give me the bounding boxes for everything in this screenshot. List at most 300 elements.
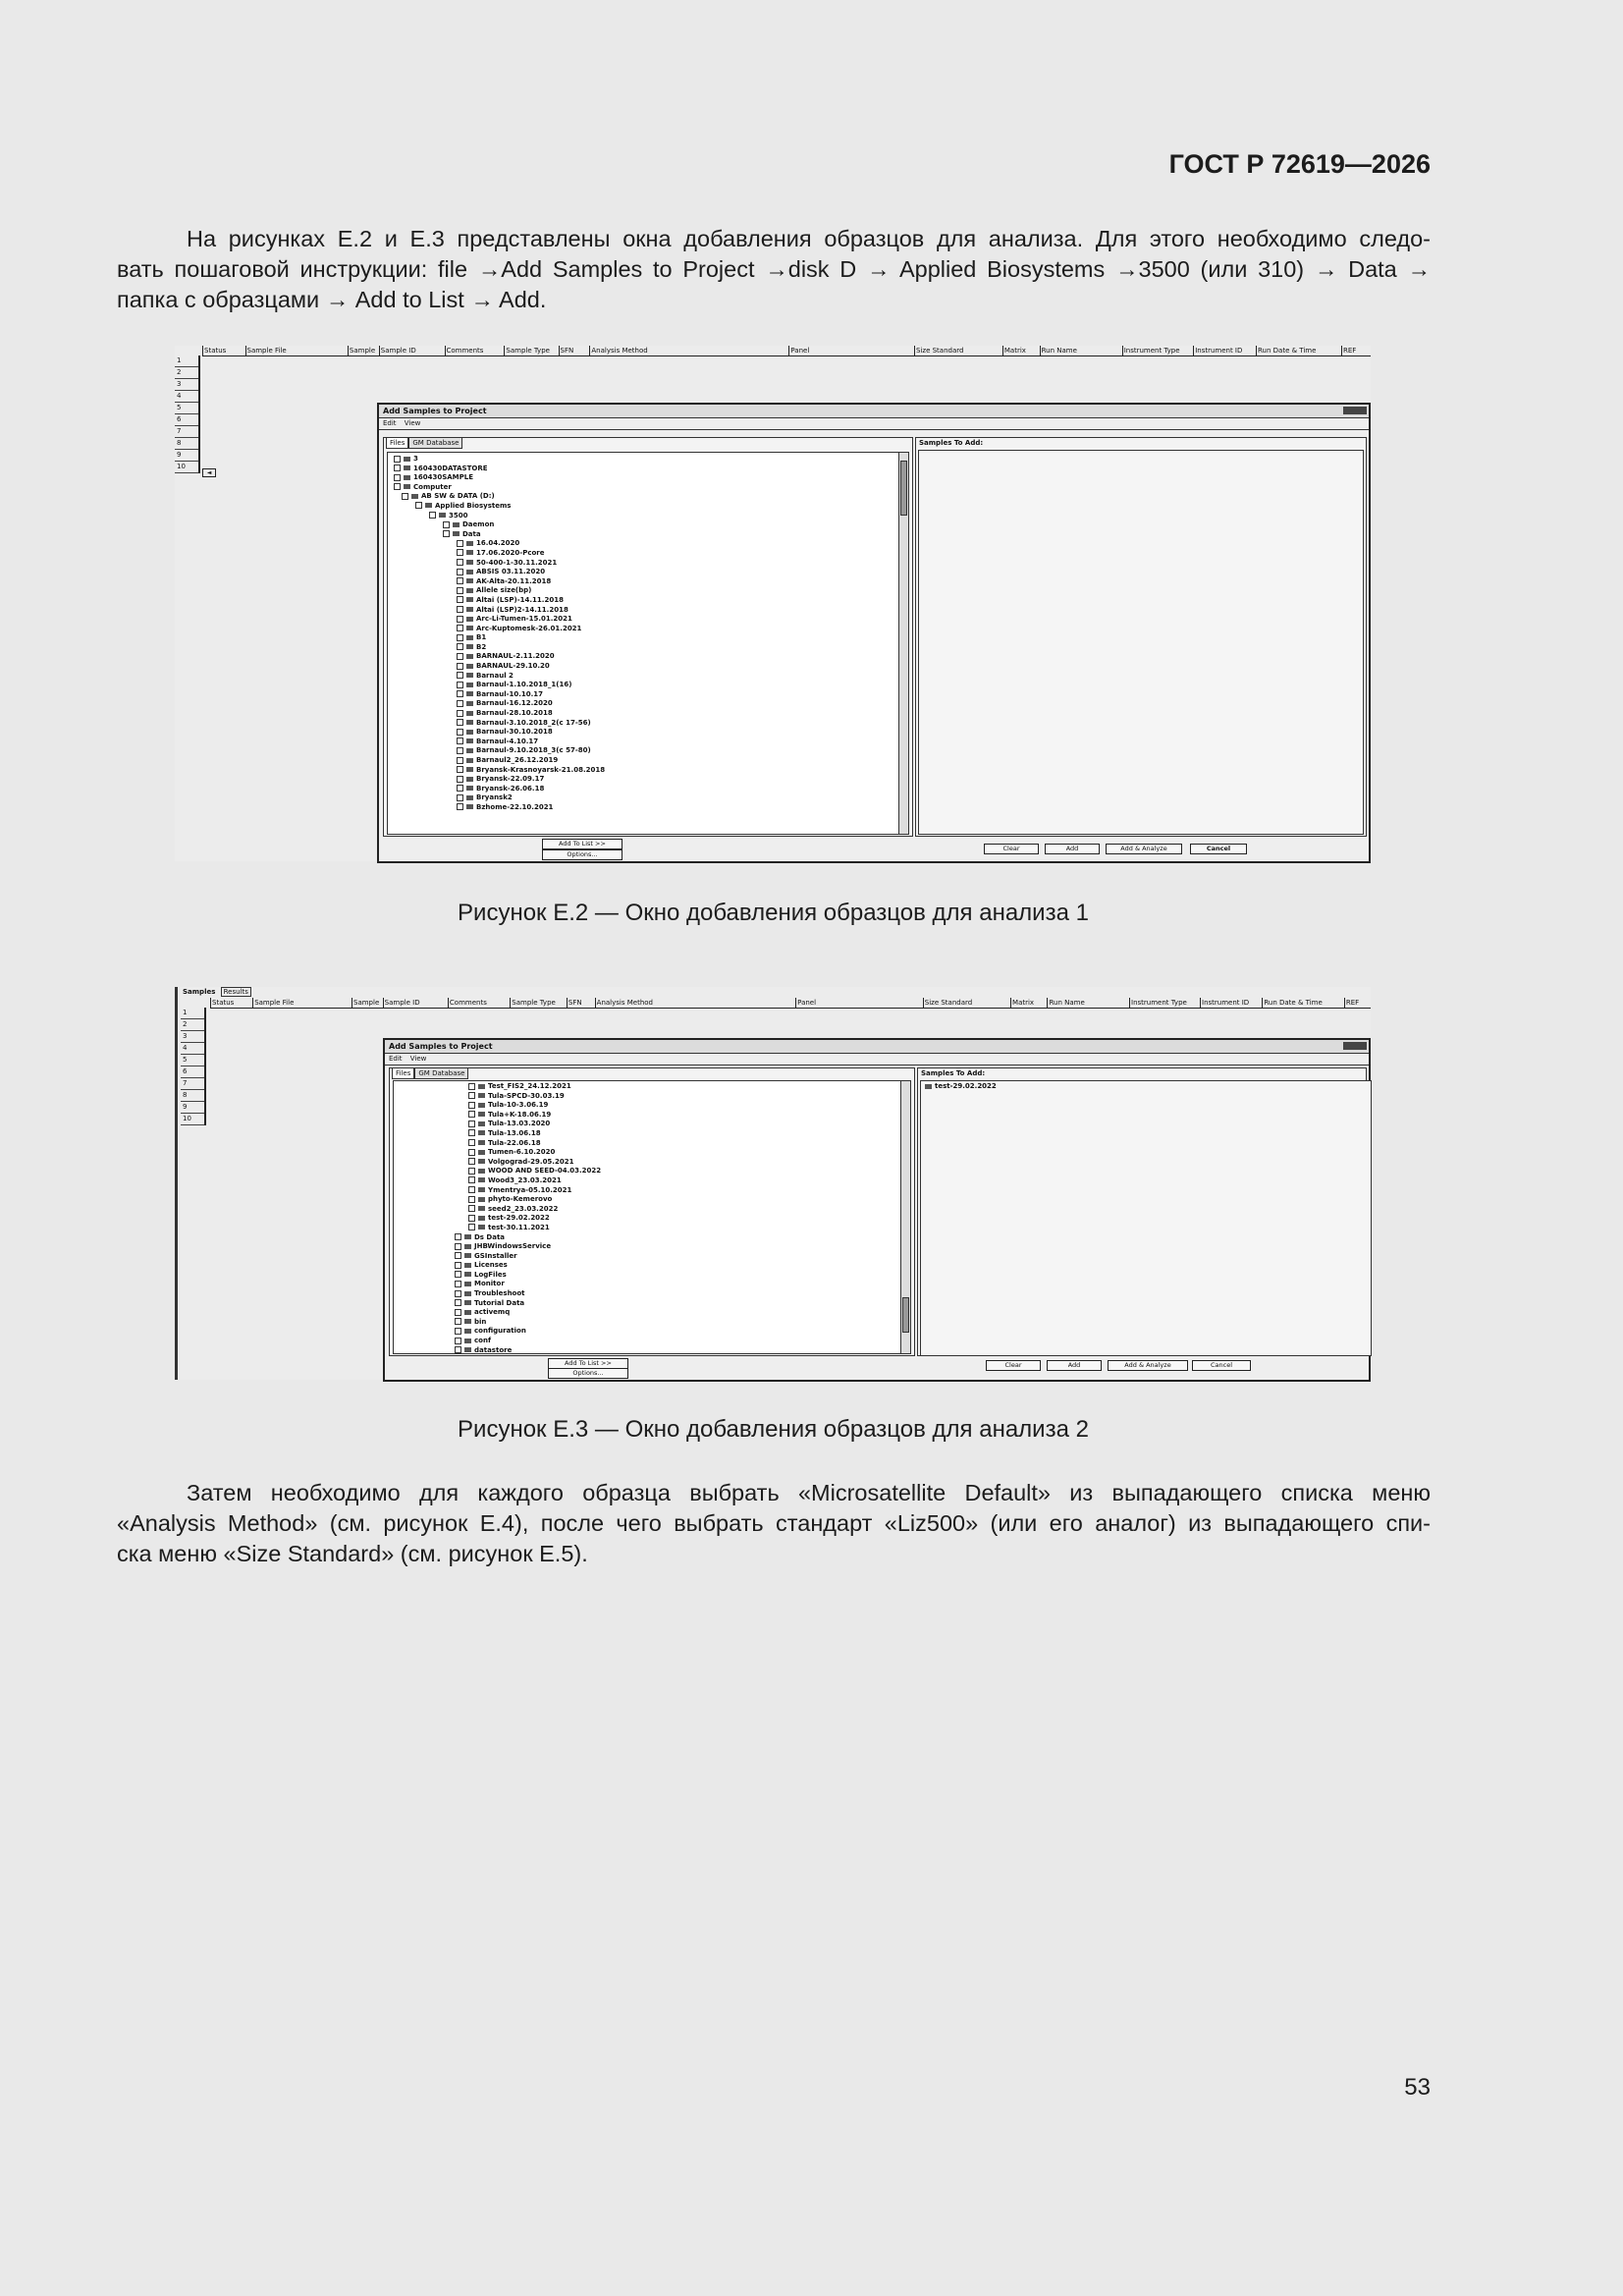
expand-toggle-icon[interactable] <box>457 785 463 792</box>
expand-toggle-icon[interactable] <box>394 465 401 471</box>
expand-toggle-icon[interactable] <box>468 1176 475 1183</box>
expand-toggle-icon[interactable] <box>455 1233 461 1240</box>
tree-item-label: Data <box>462 529 481 538</box>
expand-toggle-icon[interactable] <box>455 1318 461 1325</box>
file-tree[interactable] <box>387 452 909 835</box>
menu-edit[interactable]: Edit <box>383 419 397 427</box>
expand-toggle-icon[interactable] <box>394 483 401 490</box>
tree-item-label: test-29.02.2022 <box>488 1214 550 1223</box>
folder-icon <box>464 1300 471 1305</box>
expand-toggle-icon[interactable] <box>468 1196 475 1203</box>
tree-folder-item[interactable] <box>388 577 908 587</box>
expand-toggle-icon[interactable] <box>457 738 463 744</box>
tree-folder-item[interactable] <box>388 520 908 530</box>
folder-icon <box>478 1103 485 1108</box>
tree-item-label: Altai (LSP)-14.11.2018 <box>476 595 564 604</box>
grid-scroll-arrow[interactable]: ◄ <box>202 468 216 477</box>
tree-item-label: test-30.11.2021 <box>488 1223 550 1231</box>
tree-folder-item[interactable] <box>388 625 908 634</box>
expand-toggle-icon[interactable] <box>468 1092 475 1099</box>
add-and-analyze-button[interactable]: Add & Analyze <box>1106 844 1182 854</box>
expand-toggle-icon[interactable] <box>415 502 422 509</box>
figure-e3-caption: Рисунок Е.3 — Окно добавления образцов для анализа 2 <box>458 1416 1089 1443</box>
tree-folder-item[interactable] <box>388 549 908 559</box>
tree-folder-item[interactable] <box>394 1186 910 1196</box>
tree-item-label: Test_FIS2_24.12.2021 <box>488 1082 571 1090</box>
expand-toggle-icon[interactable] <box>457 634 463 641</box>
tree-folder-item[interactable] <box>388 719 908 729</box>
folder-icon <box>478 1177 485 1182</box>
tree-folder-item[interactable] <box>394 1111 910 1121</box>
expand-toggle-icon[interactable] <box>457 587 463 594</box>
expand-toggle-icon[interactable] <box>457 596 463 603</box>
folder-icon <box>466 786 473 791</box>
expand-toggle-icon[interactable] <box>394 456 401 463</box>
column-header[interactable]: Instrument Type <box>1122 346 1194 355</box>
tree-folder-item[interactable] <box>388 606 908 616</box>
expand-toggle-icon[interactable] <box>455 1338 461 1344</box>
tree-item-label: Ds Data <box>474 1232 506 1241</box>
expand-toggle-icon[interactable] <box>457 682 463 688</box>
expand-toggle-icon[interactable] <box>455 1346 461 1353</box>
folder-icon <box>464 1263 471 1268</box>
file-tree[interactable] <box>393 1080 911 1354</box>
tree-folder-item[interactable] <box>394 1148 910 1158</box>
column-header[interactable]: Sample Type <box>504 346 558 355</box>
tree-folder-item[interactable] <box>388 615 908 625</box>
expand-toggle-icon[interactable] <box>457 569 463 575</box>
folder-icon <box>478 1150 485 1155</box>
dialog-title: Add Samples to Project <box>385 1040 1369 1054</box>
folder-icon <box>466 560 473 565</box>
tree-folder-item[interactable] <box>388 568 908 577</box>
tree-folder-item[interactable] <box>388 473 908 483</box>
folder-icon <box>466 795 473 800</box>
column-header[interactable]: Sample ID <box>383 998 448 1008</box>
tree-folder-item[interactable] <box>394 1092 910 1102</box>
figure-e2-caption: Рисунок Е.2 — Окно добавления образцов для анализа 1 <box>458 900 1089 926</box>
tab-files[interactable]: Files <box>392 1067 414 1079</box>
column-header[interactable]: Run Name <box>1047 998 1129 1008</box>
tree-folder-item[interactable] <box>394 1327 910 1337</box>
tree-item-label: Volgograd-29.05.2021 <box>488 1157 574 1166</box>
row-number: 2 <box>175 367 198 379</box>
tab-gm-database[interactable]: GM Database <box>408 437 462 449</box>
tree-folder-item[interactable] <box>388 766 908 776</box>
column-header[interactable]: Instrument ID <box>1200 998 1262 1008</box>
expand-toggle-icon[interactable] <box>468 1149 475 1156</box>
expand-toggle-icon[interactable] <box>457 540 463 547</box>
folder-icon <box>466 730 473 735</box>
options-button[interactable]: Options... <box>542 849 622 860</box>
figure-e2-screenshot <box>175 346 1371 861</box>
clear-button[interactable]: Clear <box>986 1360 1041 1371</box>
folder-icon <box>478 1187 485 1192</box>
column-header[interactable]: Status <box>210 998 252 1008</box>
sample-grid-row-numbers <box>175 355 200 473</box>
column-header[interactable]: Sample Type <box>510 998 567 1008</box>
folder-icon <box>464 1310 471 1315</box>
expand-toggle-icon[interactable] <box>455 1281 461 1287</box>
folder-icon <box>466 578 473 583</box>
column-header[interactable]: Comments <box>445 346 505 355</box>
tree-folder-item[interactable] <box>388 559 908 569</box>
standard-number: ГОСТ Р 72619—2026 <box>1168 149 1431 179</box>
folder-icon <box>466 767 473 772</box>
menu-view[interactable]: View <box>409 1055 427 1063</box>
expand-toggle-icon[interactable] <box>457 653 463 660</box>
tree-folder-item[interactable] <box>388 586 908 596</box>
expand-toggle-icon[interactable] <box>455 1243 461 1250</box>
expand-toggle-icon[interactable] <box>443 521 450 528</box>
tree-folder-item[interactable] <box>388 709 908 719</box>
folder-icon <box>464 1234 471 1239</box>
clear-button[interactable]: Clear <box>984 844 1039 854</box>
column-header[interactable]: Size Standard <box>923 998 1010 1008</box>
tree-folder-item[interactable] <box>394 1120 910 1129</box>
tree-folder-item[interactable] <box>394 1242 910 1252</box>
column-header[interactable]: REF <box>1341 346 1371 355</box>
expand-toggle-icon[interactable] <box>468 1205 475 1212</box>
column-header[interactable]: Sample File <box>245 346 348 355</box>
add-button[interactable]: Add <box>1047 1360 1102 1371</box>
tree-item-label: Barnaul-30.10.2018 <box>476 728 553 737</box>
expand-toggle-icon[interactable] <box>468 1215 475 1222</box>
tree-folder-item[interactable] <box>388 681 908 690</box>
outro-line-3: ска меню «Size Standard» (см. рисунок Е.5). <box>117 1541 588 1566</box>
tree-item-label: Barnaul-28.10.2018 <box>476 709 553 718</box>
expand-toggle-icon[interactable] <box>457 729 463 736</box>
tree-folder-item[interactable] <box>388 530 908 540</box>
expand-toggle-icon[interactable] <box>402 493 408 500</box>
expand-toggle-icon[interactable] <box>457 719 463 726</box>
expand-toggle-icon[interactable] <box>468 1083 475 1090</box>
tree-folder-item[interactable] <box>388 502 908 512</box>
expand-toggle-icon[interactable] <box>457 663 463 670</box>
tree-folder-item[interactable] <box>388 803 908 813</box>
tree-folder-item[interactable] <box>388 652 908 662</box>
figure-e3-screenshot <box>175 987 1371 1380</box>
folder-icon <box>404 475 410 480</box>
tree-folder-item[interactable] <box>388 690 908 700</box>
folder-icon <box>453 522 460 527</box>
column-header[interactable]: Comments <box>448 998 510 1008</box>
outro-line-2: «Analysis Method» (см. рисунок Е.4), после чего выбрать стандарт «Liz500» (или его аналог) из выпадающего спи- <box>117 1510 1431 1536</box>
column-header[interactable]: Panel <box>795 998 923 1008</box>
tree-item-label: B1 <box>476 633 487 642</box>
tree-item-label: Tula-13.03.2020 <box>488 1120 551 1128</box>
tree-folder-item[interactable] <box>388 512 908 521</box>
expand-toggle-icon[interactable] <box>443 530 450 537</box>
tree-item-label: ABSIS 03.11.2020 <box>476 568 546 576</box>
expand-toggle-icon[interactable] <box>457 803 463 810</box>
tree-folder-item[interactable] <box>388 465 908 474</box>
row-number: 6 <box>175 414 198 426</box>
tree-scrollbar[interactable] <box>900 1081 910 1353</box>
tree-folder-item[interactable] <box>388 539 908 549</box>
tree-item-label: Tula+K-18.06.19 <box>488 1110 552 1119</box>
tree-folder-item[interactable] <box>394 1101 910 1111</box>
column-header[interactable]: Sample <box>348 346 379 355</box>
tree-folder-item[interactable] <box>388 746 908 756</box>
close-icon[interactable] <box>1343 1042 1367 1050</box>
tree-folder-item[interactable] <box>388 756 908 766</box>
close-icon[interactable] <box>1343 407 1367 414</box>
samples-to-add-pane <box>917 1067 1367 1356</box>
expand-toggle-icon[interactable] <box>455 1271 461 1278</box>
tree-folder-item[interactable] <box>388 785 908 794</box>
tree-folder-item[interactable] <box>394 1261 910 1271</box>
column-header[interactable]: Run Date & Time <box>1256 346 1341 355</box>
tab-results[interactable]: Results <box>221 987 251 997</box>
folder-icon <box>464 1329 471 1334</box>
column-header[interactable]: SFN <box>567 998 595 1008</box>
folder-icon <box>464 1347 471 1352</box>
expand-toggle-icon[interactable] <box>457 606 463 613</box>
tree-item-label: conf <box>474 1337 491 1345</box>
folder-icon <box>464 1291 471 1296</box>
tree-item-label: phyto-Kemerovo <box>488 1195 553 1204</box>
expand-toggle-icon[interactable] <box>468 1121 475 1127</box>
samples-to-add-label: Samples To Add: <box>921 1069 986 1077</box>
folder-icon <box>466 550 473 555</box>
expand-toggle-icon[interactable] <box>457 766 463 773</box>
row-number: 4 <box>175 391 198 403</box>
expand-toggle-icon[interactable] <box>429 512 436 519</box>
expand-toggle-icon[interactable] <box>457 776 463 783</box>
expand-toggle-icon[interactable] <box>468 1224 475 1230</box>
expand-toggle-icon[interactable] <box>455 1252 461 1259</box>
folder-icon <box>466 720 473 725</box>
tree-folder-item[interactable] <box>388 483 908 493</box>
folder-icon <box>466 673 473 678</box>
tree-folder-item[interactable] <box>394 1271 910 1281</box>
folder-icon <box>925 1084 932 1089</box>
tab-gm-database[interactable]: GM Database <box>414 1067 468 1079</box>
row-number: 8 <box>181 1090 204 1102</box>
tree-item-label: activemq <box>474 1308 511 1317</box>
tree-item-label: AK-Alta-20.11.2018 <box>476 576 552 585</box>
tab-files[interactable]: Files <box>386 437 408 449</box>
expand-toggle-icon[interactable] <box>455 1262 461 1269</box>
tree-item-label: Barnaul2_26.12.2019 <box>476 756 559 764</box>
tree-folder-item[interactable] <box>394 1082 910 1092</box>
expand-toggle-icon[interactable] <box>457 625 463 631</box>
tree-item-label: Monitor <box>474 1280 505 1288</box>
expand-toggle-icon[interactable] <box>455 1309 461 1316</box>
column-header[interactable]: Panel <box>788 346 914 355</box>
expand-toggle-icon[interactable] <box>457 616 463 623</box>
expand-toggle-icon[interactable] <box>468 1111 475 1118</box>
add-to-list-button[interactable]: Add To List >> <box>542 839 622 849</box>
outro-paragraph <box>117 1478 1431 1569</box>
expand-toggle-icon[interactable] <box>457 577 463 584</box>
row-number: 3 <box>175 379 198 391</box>
tree-scrollbar[interactable] <box>898 453 908 834</box>
row-number: 5 <box>175 403 198 414</box>
tree-item-label: 3 <box>413 455 418 463</box>
tree-folder-item[interactable] <box>394 1308 910 1318</box>
column-header[interactable]: Sample File <box>252 998 352 1008</box>
column-header[interactable]: Matrix <box>1002 346 1040 355</box>
row-number: 6 <box>181 1066 204 1078</box>
folder-icon <box>466 607 473 612</box>
expand-toggle-icon[interactable] <box>457 559 463 566</box>
tree-folder-item[interactable] <box>388 492 908 502</box>
tree-folder-item[interactable] <box>388 728 908 738</box>
tree-item-label: Applied Biosystems <box>435 501 512 510</box>
expand-toggle-icon[interactable] <box>457 747 463 754</box>
column-header[interactable]: Analysis Method <box>589 346 788 355</box>
tree-folder-item[interactable] <box>394 1214 910 1224</box>
folder-icon <box>478 1112 485 1117</box>
tree-folder-item[interactable] <box>388 672 908 682</box>
row-number: 10 <box>175 462 198 473</box>
folder-icon <box>404 484 410 489</box>
files-tabs <box>386 437 462 448</box>
column-header[interactable]: Instrument ID <box>1193 346 1256 355</box>
folder-icon <box>404 457 410 462</box>
tree-folder-item[interactable] <box>388 775 908 785</box>
tree-folder-item[interactable] <box>388 699 908 709</box>
tree-item-label: Allele size(bp) <box>476 586 532 595</box>
folder-icon <box>425 503 432 508</box>
folder-icon <box>466 597 473 602</box>
row-number: 9 <box>175 450 198 462</box>
tree-folder-item[interactable] <box>388 662 908 672</box>
tree-item-label: Bzhome-22.10.2021 <box>476 802 554 811</box>
files-pane <box>383 437 913 837</box>
tree-folder-item[interactable] <box>394 1318 910 1328</box>
expand-toggle-icon[interactable] <box>455 1328 461 1335</box>
tree-folder-item[interactable] <box>394 1195 910 1205</box>
tab-samples[interactable]: Samples <box>183 988 216 996</box>
dialog-menu <box>379 418 1369 430</box>
tree-item-label: Altai (LSP)2-14.11.2018 <box>476 605 568 614</box>
tree-folder-item[interactable] <box>394 1280 910 1289</box>
column-header[interactable]: Size Standard <box>914 346 1002 355</box>
tree-folder-item[interactable] <box>394 1337 910 1346</box>
tree-item-label: Barnaul 2 <box>476 671 514 680</box>
folder-icon <box>466 644 473 649</box>
column-header[interactable]: Matrix <box>1010 998 1047 1008</box>
column-header[interactable]: Run Name <box>1040 346 1122 355</box>
expand-toggle-icon[interactable] <box>468 1102 475 1109</box>
tree-folder-item[interactable] <box>394 1233 910 1243</box>
add-and-analyze-button[interactable]: Add & Analyze <box>1108 1360 1188 1371</box>
folder-icon <box>478 1140 485 1145</box>
expand-toggle-icon[interactable] <box>457 643 463 650</box>
column-header[interactable]: Sample ID <box>379 346 445 355</box>
folder-icon <box>464 1319 471 1324</box>
add-button[interactable]: Add <box>1045 844 1100 854</box>
expand-toggle-icon[interactable] <box>457 690 463 697</box>
samples-to-add-list[interactable] <box>920 1080 1372 1356</box>
cancel-button[interactable]: Cancel <box>1190 844 1247 854</box>
expand-toggle-icon[interactable] <box>457 710 463 717</box>
tree-item-label: configuration <box>474 1327 526 1336</box>
row-number: 10 <box>181 1114 204 1125</box>
column-header[interactable]: Sample <box>352 998 383 1008</box>
tree-folder-item[interactable] <box>394 1205 910 1215</box>
folder-icon <box>466 626 473 630</box>
tree-item-label: seed2_23.03.2022 <box>488 1204 559 1213</box>
intro-paragraph <box>117 224 1431 315</box>
column-header[interactable]: SFN <box>559 346 590 355</box>
folder-icon <box>466 588 473 593</box>
folder-icon <box>478 1216 485 1221</box>
folder-icon <box>439 513 446 518</box>
column-header[interactable]: Run Date & Time <box>1262 998 1344 1008</box>
sample-to-add-item[interactable] <box>925 1082 1367 1092</box>
tree-folder-item[interactable] <box>388 596 908 606</box>
expand-toggle-icon[interactable] <box>468 1129 475 1136</box>
tree-folder-item[interactable] <box>394 1176 910 1186</box>
samples-to-add-list[interactable] <box>918 450 1364 835</box>
tree-folder-item[interactable] <box>394 1158 910 1168</box>
folder-icon <box>466 738 473 743</box>
expand-toggle-icon[interactable] <box>455 1290 461 1297</box>
tree-folder-item[interactable] <box>394 1299 910 1309</box>
expand-toggle-icon[interactable] <box>457 549 463 556</box>
tree-folder-item[interactable] <box>394 1129 910 1139</box>
column-header[interactable]: REF <box>1344 998 1371 1008</box>
samples-to-add-label: Samples To Add: <box>919 439 984 447</box>
expand-toggle-icon[interactable] <box>457 794 463 801</box>
page-number: 53 <box>1404 2074 1431 2101</box>
tree-folder-item[interactable] <box>394 1346 910 1354</box>
tree-folder-item[interactable] <box>388 455 908 465</box>
tree-item-label: Ymentrya-05.10.2021 <box>488 1185 572 1194</box>
expand-toggle-icon[interactable] <box>455 1299 461 1306</box>
tree-item-label: JHBWindowsService <box>474 1242 552 1251</box>
add-to-list-button[interactable]: Add To List >> <box>548 1358 628 1369</box>
expand-toggle-icon[interactable] <box>468 1158 475 1165</box>
expand-toggle-icon[interactable] <box>468 1168 475 1175</box>
expand-toggle-icon[interactable] <box>468 1186 475 1193</box>
files-tabs <box>392 1067 468 1078</box>
tree-item-label: WOOD AND SEED-04.03.2022 <box>488 1167 602 1175</box>
expand-toggle-icon[interactable] <box>457 672 463 679</box>
dialog-menu <box>385 1054 1369 1066</box>
row-number: 1 <box>175 355 198 367</box>
tree-folder-item[interactable] <box>394 1224 910 1233</box>
menu-view[interactable]: View <box>404 419 421 427</box>
tree-folder-item[interactable] <box>394 1252 910 1262</box>
sample-label: test-29.02.2022 <box>935 1082 997 1090</box>
column-header[interactable]: Analysis Method <box>595 998 795 1008</box>
expand-toggle-icon[interactable] <box>468 1139 475 1146</box>
tree-folder-item[interactable] <box>394 1139 910 1149</box>
cancel-button[interactable]: Cancel <box>1192 1360 1251 1371</box>
expand-toggle-icon[interactable] <box>394 474 401 481</box>
tree-folder-item[interactable] <box>388 633 908 643</box>
outro-line-1: Затем необходимо для каждого образца выбрать «Microsatellite Default» из выпадающего списка меню <box>187 1480 1431 1505</box>
column-header[interactable]: Status <box>202 346 245 355</box>
tree-folder-item[interactable] <box>388 793 908 803</box>
tree-folder-item[interactable] <box>388 643 908 653</box>
tree-folder-item[interactable] <box>394 1289 910 1299</box>
options-button[interactable]: Options... <box>548 1368 628 1379</box>
tree-item-label: Troubleshoot <box>474 1289 525 1298</box>
column-header[interactable]: Instrument Type <box>1129 998 1200 1008</box>
tree-folder-item[interactable] <box>388 738 908 747</box>
folder-icon <box>464 1253 471 1258</box>
expand-toggle-icon[interactable] <box>457 700 463 707</box>
tree-folder-item[interactable] <box>394 1167 910 1176</box>
expand-toggle-icon[interactable] <box>457 757 463 764</box>
menu-edit[interactable]: Edit <box>389 1055 403 1063</box>
